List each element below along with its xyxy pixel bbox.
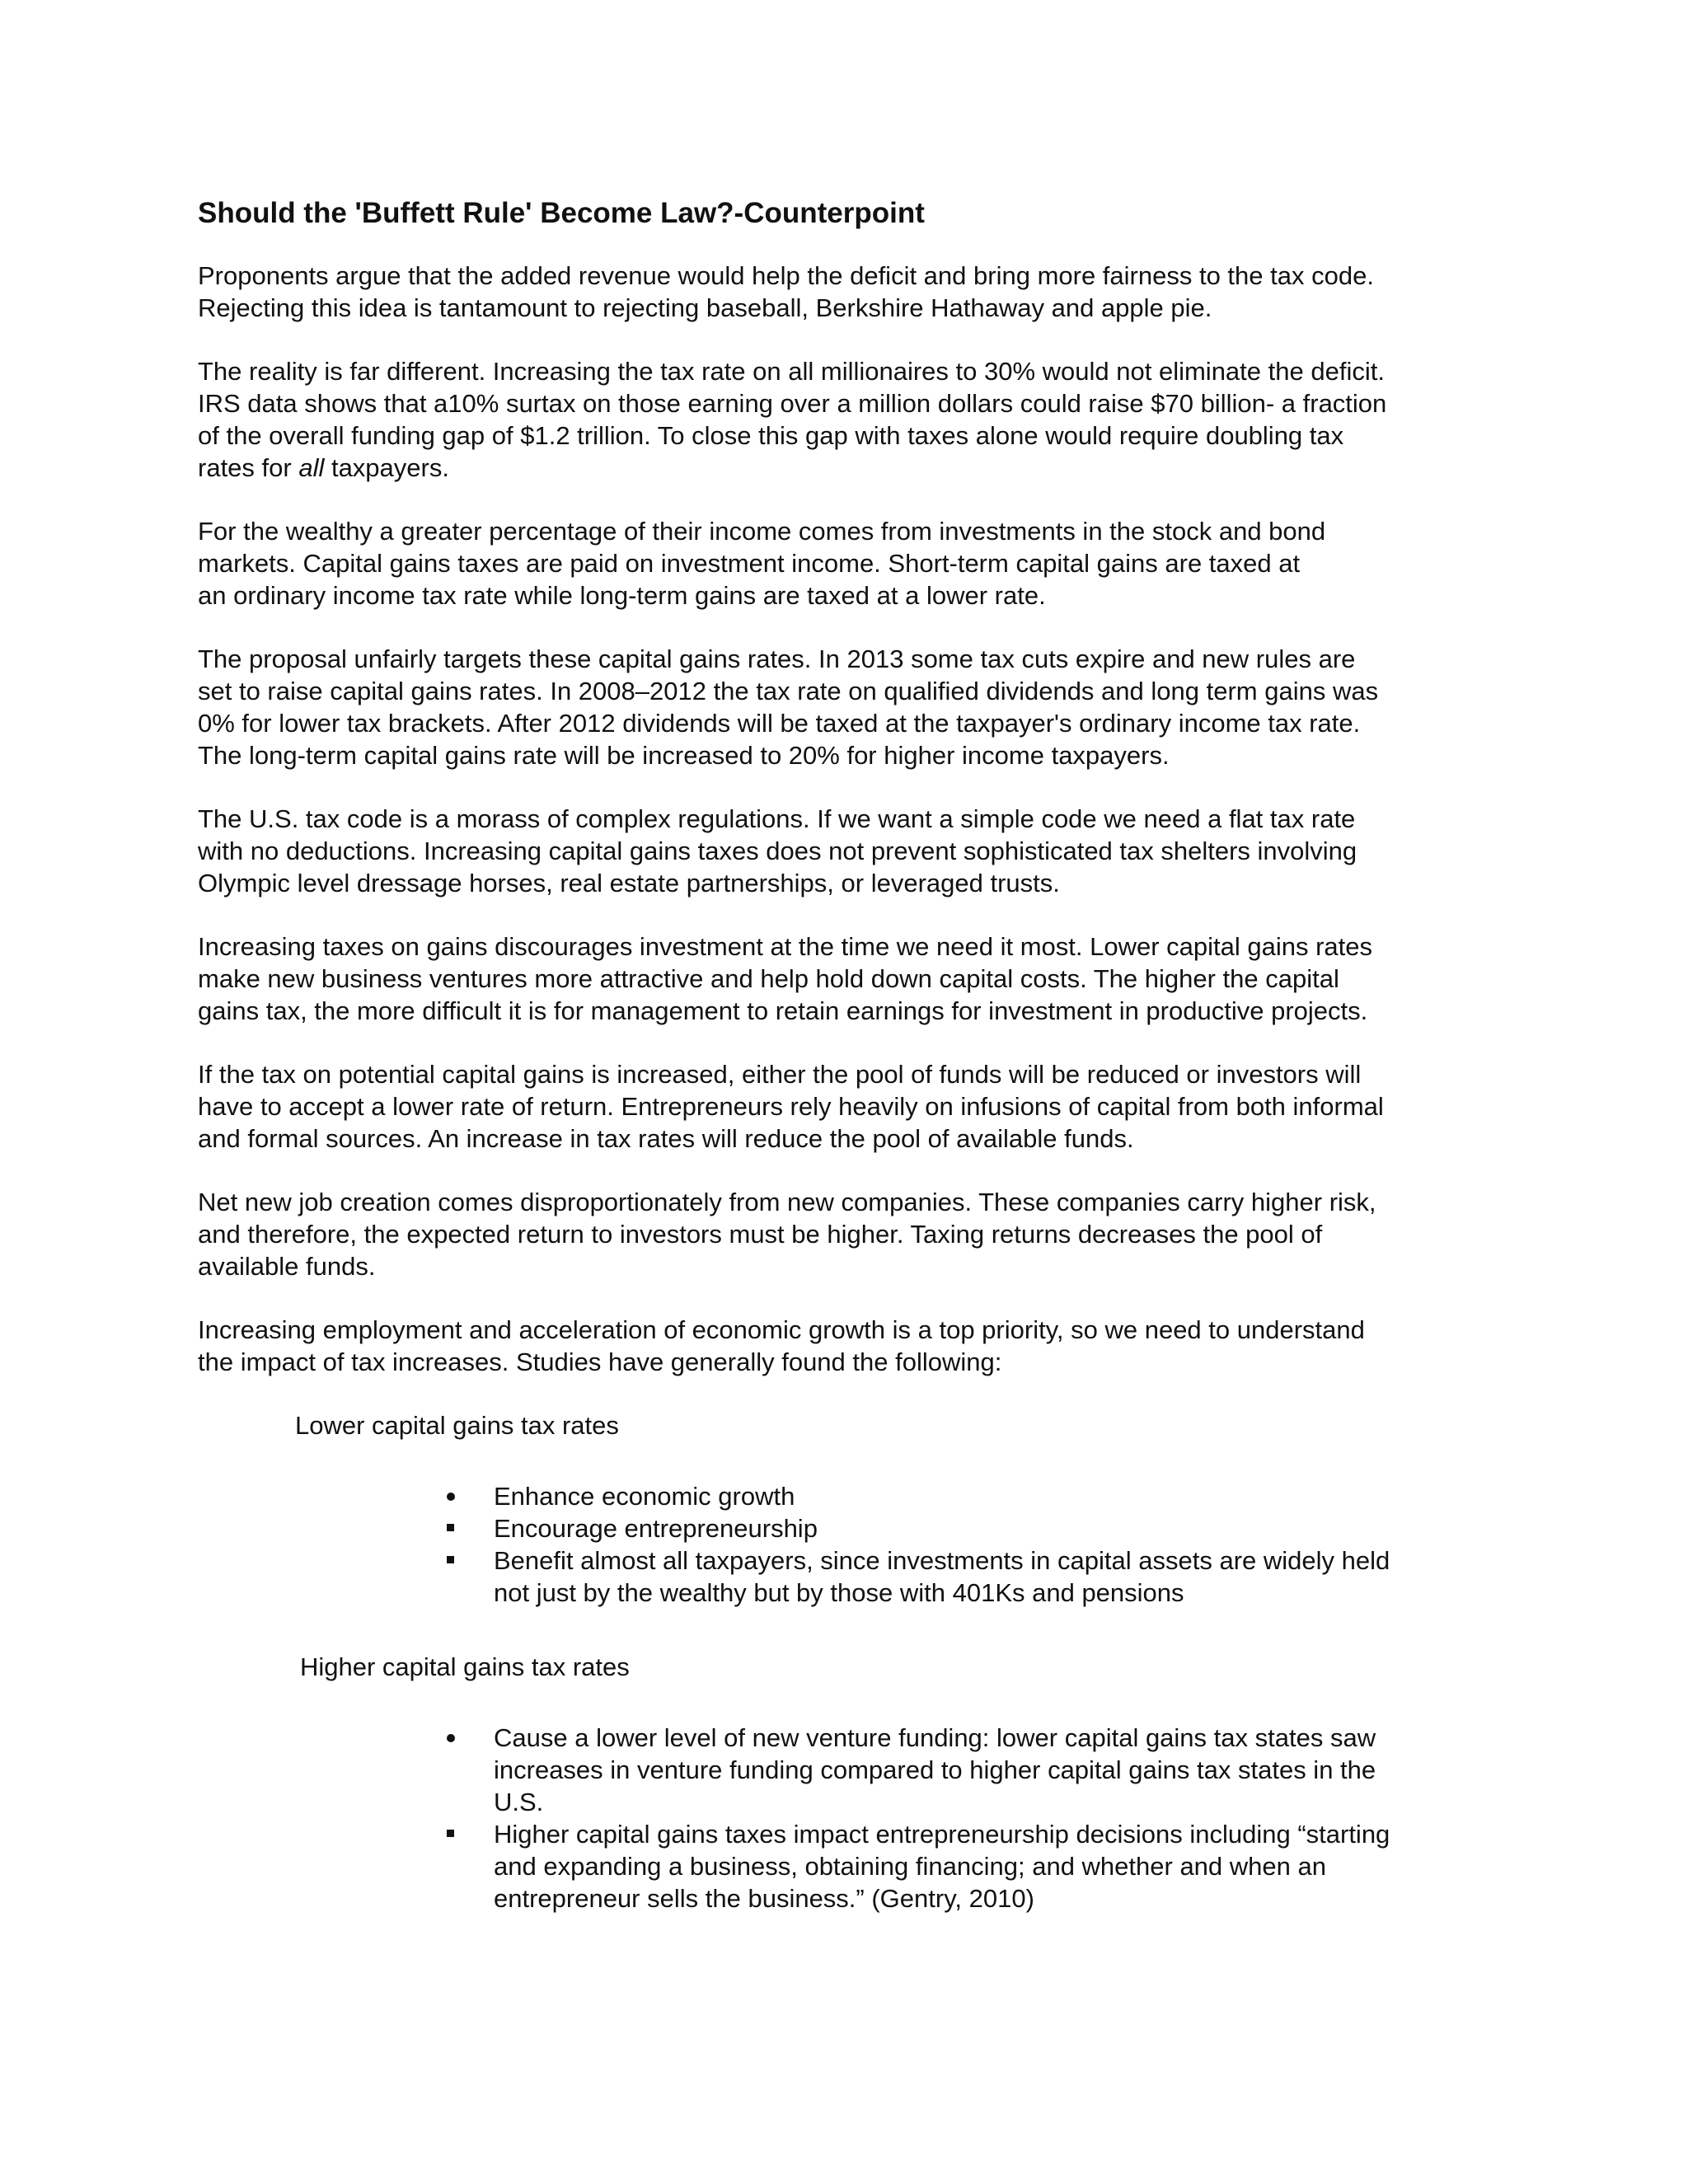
paragraph-job-creation — [198, 1186, 1500, 1282]
paragraph-proponents — [198, 260, 1500, 324]
text-line: Proponents argue that the added revenue would help the deficit and bring more fairness to the tax code. — [198, 261, 1374, 290]
text-line: The U.S. tax code is a morass of complex regulations. If we want a simple code we need a flat tax rate — [198, 804, 1356, 833]
bullet-square-icon — [444, 1512, 469, 1544]
document-title: Should the 'Buffett Rule' Become Law?-Counterpoint — [198, 197, 925, 229]
list-item-text: entrepreneur sells the business.” (Gentry, 2010) — [494, 1884, 1034, 1913]
higher-rates-list — [198, 1722, 1500, 1915]
list-item-text: Enhance economic growth — [494, 1482, 795, 1511]
bullet-dot-icon — [444, 1480, 469, 1512]
text-line: with no deductions. Increasing capital gains taxes does not prevent sophisticated tax shelters involving — [198, 837, 1357, 865]
text-line: Increasing taxes on gains discourages investment at the time we need it most. Lower capital gains rates — [198, 932, 1373, 961]
text-line: the impact of tax increases. Studies have generally found the following: — [198, 1347, 1002, 1376]
list-item-text: increases in venture funding compared to higher capital gains tax states in the — [494, 1755, 1376, 1784]
lower-rates-list — [198, 1480, 1500, 1609]
text-line: If the tax on potential capital gains is increased, either the pool of funds will be reduced or investors will — [198, 1060, 1362, 1089]
list-item-text: Higher capital gains taxes impact entrepreneurship decisions including “starting — [494, 1820, 1390, 1849]
text-line — [198, 452, 1500, 484]
list-item-text: Benefit almost all taxpayers, since investments in capital assets are widely held — [494, 1546, 1390, 1575]
paragraph-employment — [198, 1314, 1500, 1378]
text-line: and formal sources. An increase in tax rates will reduce the pool of available funds. — [198, 1124, 1134, 1153]
text-line: an ordinary income tax rate while long-term gains are taxed at a lower rate. — [198, 581, 1046, 610]
list-item-text: Cause a lower level of new venture funding: lower capital gains tax states saw — [494, 1723, 1376, 1752]
text-line: Olympic level dressage horses, real estate partnerships, or leveraged trusts. — [198, 869, 1060, 898]
paragraph-tax-code — [198, 803, 1500, 899]
list-item-text: Encourage entrepreneurship — [494, 1514, 818, 1543]
document-page — [198, 196, 1500, 1957]
list-item — [491, 1480, 1500, 1512]
bullet-square-icon — [444, 1544, 469, 1577]
text-line: IRS data shows that a10% surtax on those earning over a million dollars could raise $70 billion- a fraction — [198, 389, 1387, 418]
list-item — [491, 1512, 1500, 1544]
emphasis-all: all — [298, 453, 325, 482]
paragraph-wealthy — [198, 515, 1500, 612]
paragraph-reality — [198, 355, 1500, 484]
list-item-text: U.S. — [494, 1788, 544, 1816]
text-line: The proposal unfairly targets these capital gains rates. In 2013 some tax cuts expire and new rules are — [198, 644, 1356, 673]
text-line: gains tax, the more difficult it is for management to retain earnings for investment in productive projects. — [198, 996, 1368, 1025]
paragraph-investment — [198, 930, 1500, 1027]
list-item — [491, 1818, 1500, 1915]
text-line: For the wealthy a greater percentage of their income comes from investments in the stock and bond — [198, 517, 1326, 546]
list-item — [491, 1722, 1500, 1818]
text-line: Net new job creation comes disproportionately from new companies. These companies carry higher risk, — [198, 1188, 1376, 1216]
text-line: have to accept a lower rate of return. Entrepreneurs rely heavily on infusions of capital from both informal — [198, 1092, 1384, 1121]
text-line: available funds. — [198, 1252, 376, 1281]
list-item-text: and expanding a business, obtaining financing; and whether and when an — [494, 1852, 1326, 1881]
text-line: set to raise capital gains rates. In 2008–2012 the tax rate on qualified dividends and long term gains was — [198, 677, 1379, 705]
text-line: of the overall funding gap of $1.2 trillion. To close this gap with taxes alone would require doubling tax — [198, 421, 1344, 450]
bullet-square-icon — [444, 1818, 469, 1850]
list-item-text: not just by the wealthy but by those with 401Ks and pensions — [494, 1578, 1184, 1607]
text-line: markets. Capital gains taxes are paid on investment income. Short-term capital gains are taxed at — [198, 549, 1301, 578]
text-fragment: taxpayers. — [324, 453, 449, 482]
text-line: Increasing employment and acceleration of economic growth is a top priority, so we need to understand — [198, 1315, 1365, 1344]
paragraph-pool-of-funds — [198, 1058, 1500, 1155]
lower-rates-label: Lower capital gains tax rates — [295, 1411, 619, 1440]
text-line: make new business ventures more attractive and help hold down capital costs. The higher the capital — [198, 964, 1339, 993]
paragraph-proposal — [198, 643, 1500, 771]
text-line: The long-term capital gains rate will be increased to 20% for higher income taxpayers. — [198, 741, 1170, 770]
higher-rates-label: Higher capital gains tax rates — [300, 1652, 630, 1681]
list-item — [491, 1544, 1500, 1609]
text-line: Rejecting this idea is tantamount to rejecting baseball, Berkshire Hathaway and apple pie. — [198, 293, 1212, 322]
bullet-dot-icon — [444, 1722, 469, 1754]
text-line: and therefore, the expected return to investors must be higher. Taxing returns decreases the pool of — [198, 1220, 1323, 1249]
text-line: 0% for lower tax brackets. After 2012 dividends will be taxed at the taxpayer's ordinary income tax rate. — [198, 709, 1361, 738]
text-line: The reality is far different. Increasing the tax rate on all millionaires to 30% would not eliminate the deficit. — [198, 357, 1385, 386]
text-fragment: rates for — [198, 453, 299, 482]
